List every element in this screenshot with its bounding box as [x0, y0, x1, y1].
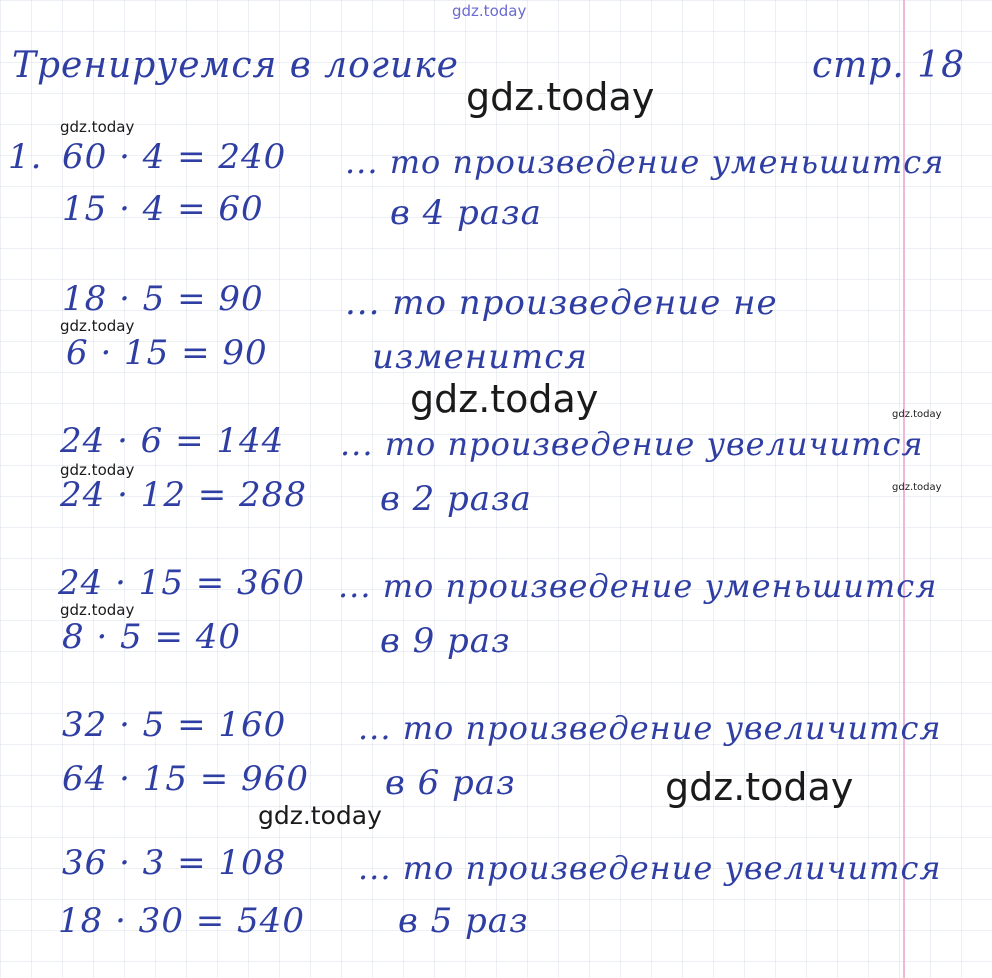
equation-row4-b: 8 · 5 = 40	[62, 617, 242, 657]
equation-row2-a: 18 · 5 = 90	[62, 279, 264, 319]
watermark-small: gdz.today	[60, 118, 135, 136]
watermark-large: gdz.today	[665, 765, 854, 809]
page-number: стр. 18	[812, 45, 966, 86]
equation-row1-a: 60 · 4 = 240	[62, 137, 287, 177]
equation-row6-a: 36 · 3 = 108	[62, 843, 287, 883]
page-heading: Тренируемся в логике	[12, 45, 459, 86]
equation-row3-b: 24 · 12 = 288	[60, 475, 307, 515]
explanation-row4-a: ... то произведение уменьшится	[338, 567, 938, 605]
watermark-large: gdz.today	[410, 377, 599, 421]
equation-row5-a: 32 · 5 = 160	[62, 705, 287, 745]
watermark-small: gdz.today	[60, 601, 135, 619]
equation-row3-a: 24 · 6 = 144	[60, 421, 285, 461]
watermark-tiny: gdz.today	[892, 409, 942, 420]
explanation-row5-b: в 6 раз	[385, 763, 516, 803]
explanation-row4-b: в 9 раз	[380, 621, 511, 661]
equation-row2-b: 6 · 15 = 90	[66, 333, 268, 373]
explanation-row5-a: ... то произведение увеличится	[358, 709, 942, 747]
explanation-row2-a: ... то произведение не	[345, 283, 778, 323]
equation-row4-a: 24 · 15 = 360	[58, 563, 305, 603]
watermark-medium: gdz.today	[258, 801, 382, 830]
explanation-row6-b: в 5 раз	[398, 901, 529, 941]
watermark-small: gdz.today	[60, 317, 135, 335]
task-number: 1.	[8, 137, 43, 177]
watermark-large: gdz.today	[466, 75, 655, 119]
equation-row6-b: 18 · 30 = 540	[58, 901, 305, 941]
explanation-row3-b: в 2 раза	[380, 479, 532, 519]
explanation-row6-a: ... то произведение увеличится	[358, 849, 942, 887]
explanation-row1-a: ... то произведение уменьшится	[345, 143, 945, 181]
explanation-row1-b: в 4 раза	[390, 193, 542, 233]
equation-row5-b: 64 · 15 = 960	[62, 759, 309, 799]
watermark-top: gdz.today	[452, 2, 527, 20]
equation-row1-b: 15 · 4 = 60	[62, 189, 264, 229]
watermark-small: gdz.today	[60, 461, 135, 479]
explanation-row3-a: ... то произведение увеличится	[340, 425, 924, 463]
explanation-row2-b: изменится	[372, 337, 588, 377]
watermark-tiny: gdz.today	[892, 482, 942, 493]
